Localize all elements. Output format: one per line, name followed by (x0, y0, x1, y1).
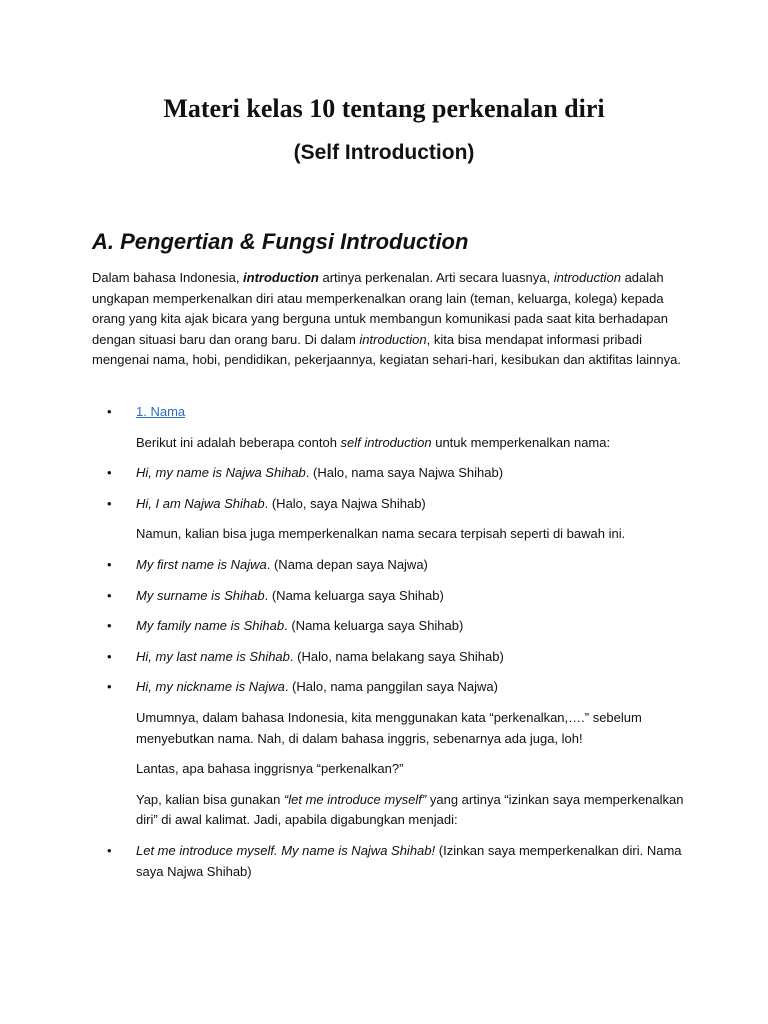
example-translation: . (Halo, saya Najwa Shihab) (264, 495, 426, 511)
example-translation: . (Nama keluarga saya Shihab) (284, 618, 464, 634)
intro-paragraph (92, 268, 692, 371)
example-english: Hi, my name is Najwa Shihab (136, 465, 306, 481)
separate-note: Namun, kalian bisa juga memperkenalkan nama secara terpisah seperti di bawah ini. (136, 526, 626, 542)
intro-term: introduction (359, 331, 427, 347)
intro-text: Dalam bahasa Indonesia, (92, 270, 244, 285)
nama-intro-term: self introduction (340, 434, 432, 450)
list-item-nama (92, 402, 692, 423)
nama-intro (92, 433, 692, 454)
example-english: Hi, I am Najwa Shihab (136, 495, 265, 511)
paragraph-umumnya: Umumnya, dalam bahasa Indonesia, kita menggunakan kata “perkenalkan,….” sebelum menyebutkan nama. Nah, di dalam bahasa inggris, sebenarnya ada juga, loh! (136, 709, 642, 746)
example-english: My first name is Najwa (136, 556, 267, 572)
example-translation: . (Halo, nama panggilan saya Najwa) (284, 679, 498, 695)
intro-text: , kita bisa mendapat informasi pribadi mengenai nama, hobi, pendidikan, pekerjaannya, kegiatan sehari-hari, kesibukan dan aktifitas lainnya. (92, 331, 681, 368)
example-translation: . (Nama depan saya Najwa) (266, 556, 428, 572)
document-title: Materi kelas 10 tentang perkenalan diri (163, 94, 605, 123)
list-item (92, 555, 692, 576)
yap-text: Yap, kalian bisa gunakan (136, 791, 284, 807)
document-subtitle: (Self Introduction) (293, 141, 475, 164)
list-item (92, 841, 692, 882)
example-translation: . (Nama keluarga saya Shihab) (264, 587, 444, 603)
intro-term: introduction (553, 270, 621, 285)
example-english: Hi, my last name is Shihab (136, 648, 290, 664)
intro-text: artinya perkenalan. Arti secara luasnya, (318, 270, 554, 285)
example-english: My family name is Shihab (136, 618, 285, 634)
nama-intro-text: untuk memperkenalkan nama: (431, 434, 611, 450)
example-english: Let me introduce myself. My name is Najwa Shihab! (136, 842, 436, 858)
intro-term: introduction (243, 270, 319, 285)
nama-link[interactable]: 1. Nama (136, 404, 186, 419)
list-item (92, 677, 692, 698)
list-item (92, 647, 692, 668)
section-heading: A. Pengertian & Fungsi Introduction (92, 229, 469, 254)
yap-term: “let me introduce myself” (283, 791, 427, 807)
paragraph-yap (92, 790, 692, 831)
intro-text: adalah ungkapan memperkenalkan diri atau memperkenalkan orang lain (teman, keluarga, kolega) kepada orang yang kita ajak bicara yang berguna untuk membangun komunikasi pada saat kita berhadapan dengan situasi baru dan orang baru. Di dalam (92, 270, 668, 347)
nama-intro-text: Berikut ini adalah beberapa contoh (136, 434, 341, 450)
list-item (92, 616, 692, 637)
list-item (92, 586, 692, 607)
example-translation: . (Halo, nama saya Najwa Shihab) (305, 465, 504, 481)
list-item (92, 494, 692, 515)
content-list (92, 402, 692, 882)
yap-text: yang artinya “izinkan saya memperkenalkan diri” di awal kalimat. Jadi, apabila digabungkan menjadi: (136, 791, 684, 828)
example-translation: (Izinkan saya memperkenalkan diri. Nama saya Najwa Shihab) (136, 842, 682, 879)
example-english: Hi, my nickname is Najwa (136, 679, 285, 695)
list-item (92, 463, 692, 484)
paragraph-lantas: Lantas, apa bahasa inggrisnya “perkenalkan?” (136, 761, 404, 777)
example-english: My surname is Shihab (136, 587, 265, 603)
example-translation: . (Halo, nama belakang saya Shihab) (289, 648, 504, 664)
